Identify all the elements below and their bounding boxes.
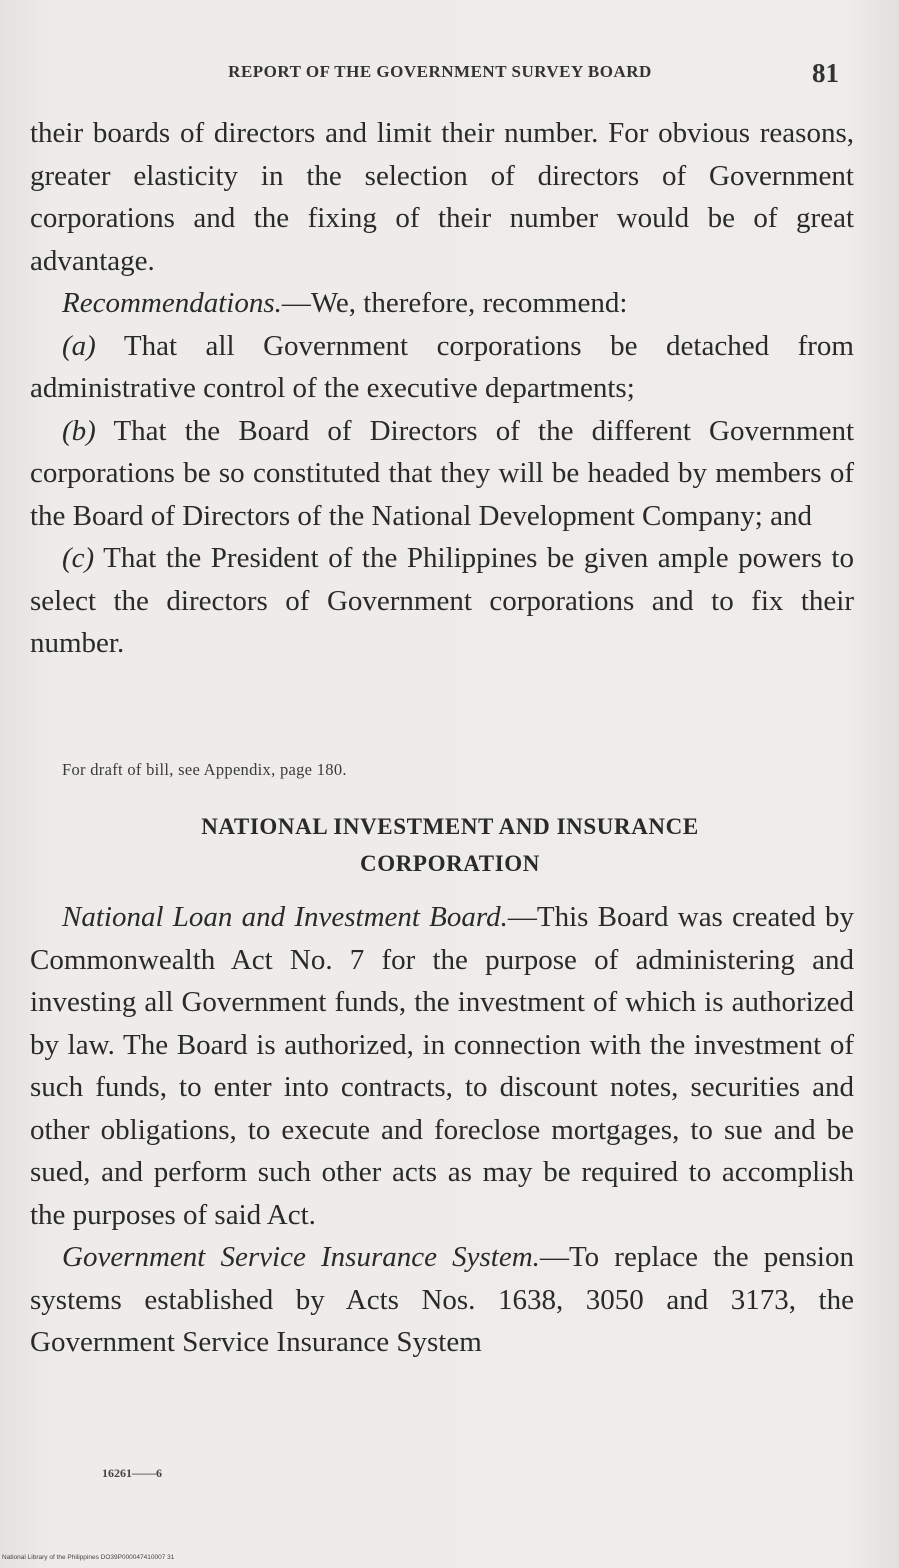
section-title-line2: CORPORATION	[360, 851, 540, 876]
page-number: 81	[812, 58, 839, 88]
nlib-label: National Loan and Investment Board.	[62, 901, 508, 933]
item-c-text: That the President of the Philippines be given ample powers to select the directors of Government corporations and to fix their number.	[30, 542, 854, 659]
item-a-text: That all Government corporations be detached from administrative control of the executive departments;	[30, 329, 854, 404]
body-block-recommendations	[30, 112, 854, 665]
recommendations-label: Recommendations.	[62, 287, 282, 319]
gsis-text: —To replace the pension systems established by Acts Nos. 1638, 3050 and 3173, the Government Service Insurance System	[30, 1241, 854, 1358]
recommendation-a	[30, 325, 854, 410]
recommendation-c	[30, 537, 854, 665]
section-title-line1: NATIONAL INVESTMENT AND INSURANCE	[201, 814, 699, 839]
paragraph-intro: their boards of directors and limit their number. For obvious reasons, greater elasticity in the selection of directors of Government corporations and the fixing of their number would be of great advantage.	[30, 117, 854, 277]
running-head: REPORT OF THE GOVERNMENT SURVEY BOARD	[228, 62, 652, 81]
footnote: For draft of bill, see Appendix, page 180.	[62, 760, 347, 779]
paragraph-gsis	[30, 1236, 854, 1364]
gsis-label: Government Service Insurance System.	[62, 1241, 540, 1273]
recommendations-text: —We, therefore, recommend:	[281, 287, 628, 319]
section-title	[100, 808, 800, 882]
nlib-text: —This Board was created by Commonwealth Act No. 7 for the purpose of administering and investing all Government funds, the investment of which is authorized by law. The Board is authorized, in connection with the investment of such funds, to enter into contracts, to discount notes, securities and other obligations, to execute and foreclose mortgages, to sue and be sued, and perform such other acts as may be required to accomplish the purposes of said Act.	[30, 901, 855, 1231]
item-a-label: (a)	[62, 329, 96, 362]
item-b-label: (b)	[62, 414, 96, 447]
printer-signature-mark: 16261——6	[102, 1466, 162, 1480]
paragraph-recommendations	[30, 282, 854, 325]
recommendation-b	[30, 410, 854, 538]
library-watermark: National Library of the Philippines DO39P000047410007 31	[2, 1554, 175, 1561]
body-block-investment	[30, 896, 854, 1364]
item-c-label: (c)	[62, 542, 95, 574]
paragraph-loan-investment-board	[30, 896, 854, 1236]
item-b-text: That the Board of Directors of the different Government corporations be so constituted that they will be headed by members of the Board of Directors of the National Development Company; and	[30, 414, 854, 532]
